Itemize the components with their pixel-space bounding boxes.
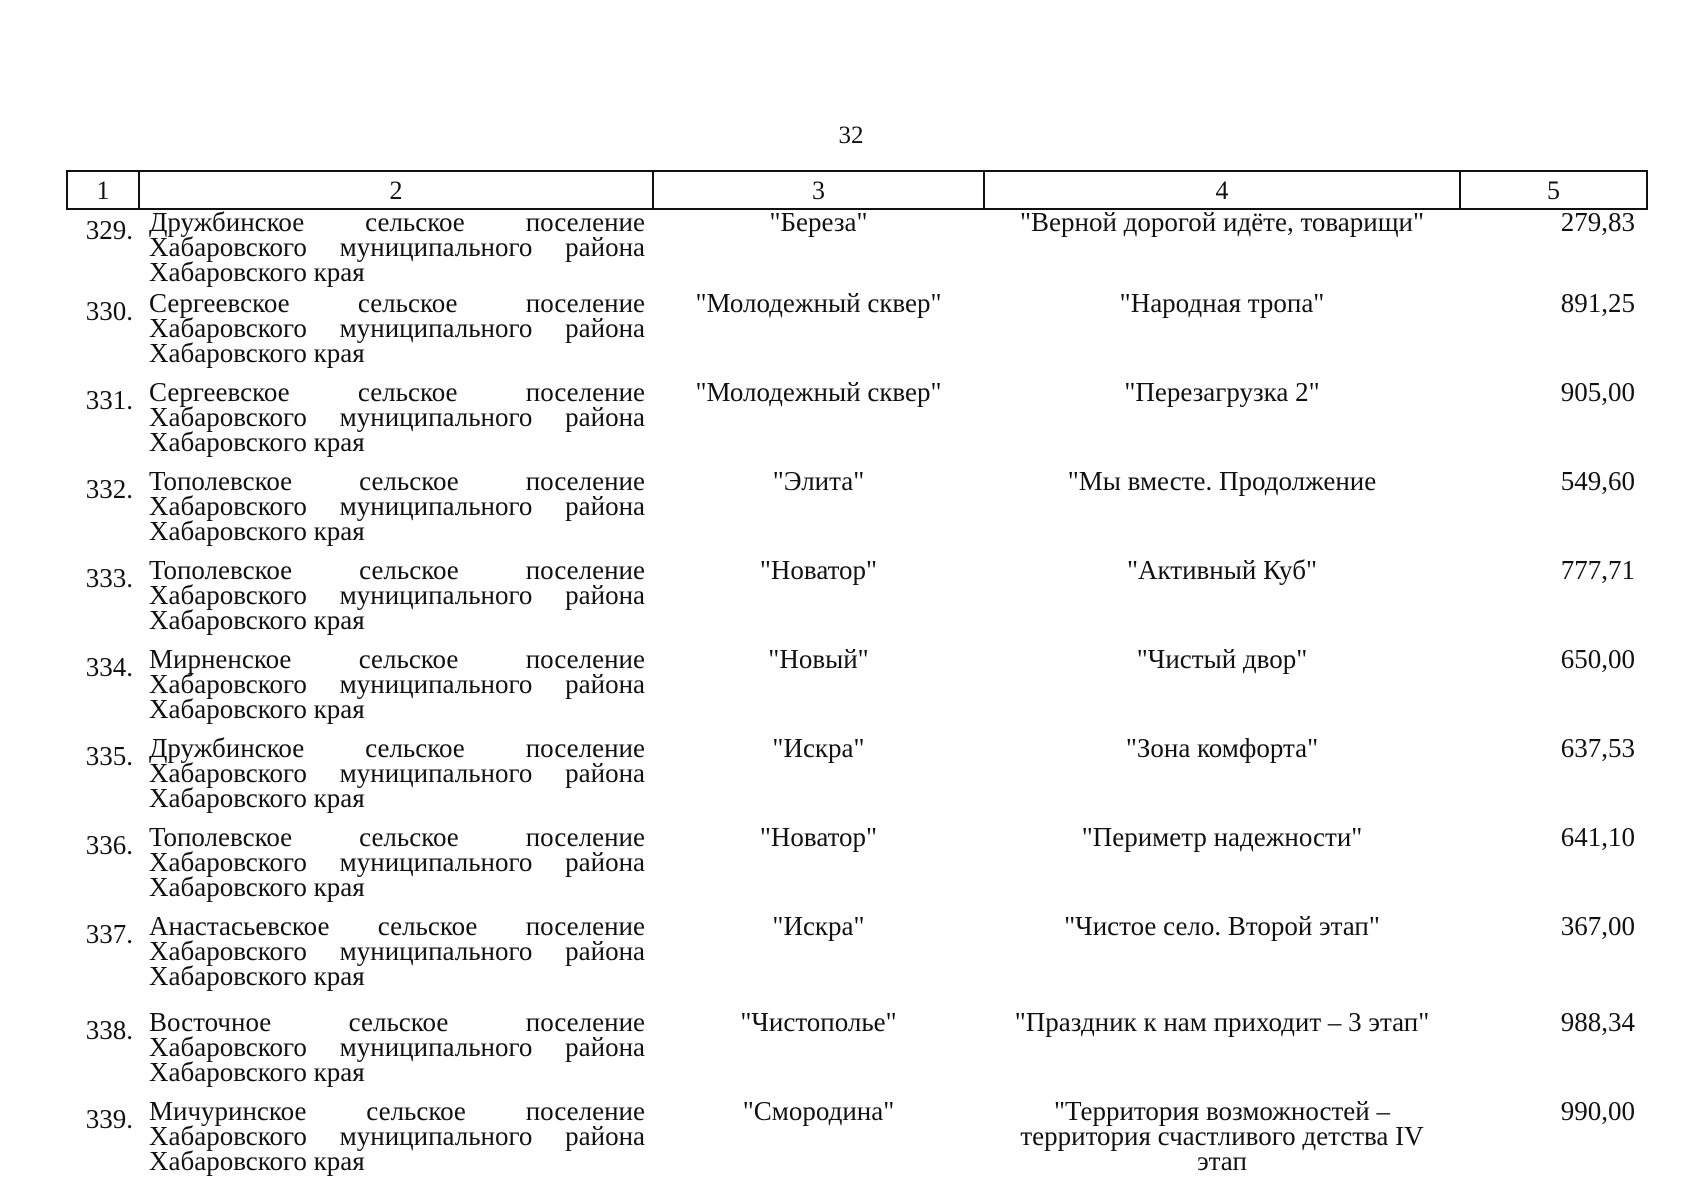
amount: 891,25 — [1560, 288, 1635, 318]
project-name: "Верной дорогой идёте, товарищи" — [1020, 207, 1424, 237]
settlement-name: Мичуринское сельское поселение Хабаровского муниципального района Хабаровского края — [149, 1096, 645, 1176]
amount: 641,10 — [1560, 822, 1635, 852]
initiative-group: "Береза" — [769, 207, 868, 237]
project-name: "Мы вместе. Продолжение — [1067, 466, 1377, 496]
row-number: 331. — [85, 385, 133, 415]
initiative-group: "Элита" — [772, 466, 865, 496]
amount: 367,00 — [1560, 911, 1635, 941]
initiative-group: "Молодежный сквер" — [695, 288, 942, 318]
table-row — [67, 469, 1647, 558]
initiative-group: "Молодежный сквер" — [695, 377, 942, 407]
table-row — [67, 291, 1647, 380]
row-number: 334. — [85, 652, 133, 682]
column-header-5: 5 — [1460, 171, 1647, 209]
project-name: "Народная тропа" — [1119, 288, 1325, 318]
table-row — [67, 1099, 1647, 1184]
table-row — [67, 825, 1647, 914]
row-number: 332. — [85, 474, 133, 504]
project-name: "Чистое село. Второй этап" — [1064, 911, 1380, 941]
page-number: 32 — [838, 122, 864, 149]
settlement-name: Тополевское сельское поселение Хабаровского муниципального района Хабаровского края — [149, 822, 645, 902]
settlement-name: Восточное сельское поселение Хабаровского муниципального района Хабаровского края — [149, 1007, 645, 1087]
amount: 549,60 — [1560, 466, 1635, 496]
column-header-2: 2 — [139, 171, 653, 209]
row-number: 330. — [85, 296, 133, 326]
amount: 988,34 — [1560, 1007, 1635, 1037]
project-name: "Зона комфорта" — [1125, 733, 1319, 763]
initiative-group: "Новатор" — [759, 822, 878, 852]
amount: 905,00 — [1560, 377, 1635, 407]
row-number: 335. — [85, 741, 133, 771]
column-header-4: 4 — [984, 171, 1460, 209]
row-number: 329. — [85, 215, 133, 245]
amount: 279,83 — [1560, 207, 1635, 237]
settlement-name: Мирненское сельское поселение Хабаровского муниципального района Хабаровского края — [149, 644, 645, 724]
settlement-name: Тополевское сельское поселение Хабаровского муниципального района Хабаровского края — [149, 466, 645, 546]
column-header-1: 1 — [67, 171, 139, 209]
amount: 637,53 — [1560, 733, 1635, 763]
table-row — [67, 914, 1647, 1010]
table-row — [67, 1010, 1647, 1099]
initiative-group: "Чистополье" — [740, 1007, 897, 1037]
initiative-group: "Смородина" — [742, 1096, 895, 1126]
project-name: "Территория возможностей – территория счастливого детства IV этап — [1020, 1096, 1424, 1176]
initiative-group: "Искра" — [772, 733, 865, 763]
table-row — [67, 380, 1647, 469]
amount: 650,00 — [1560, 644, 1635, 674]
settlement-name: Тополевское сельское поселение Хабаровского муниципального района Хабаровского края — [149, 555, 645, 635]
row-number: 339. — [85, 1104, 133, 1134]
column-header-3: 3 — [653, 171, 984, 209]
allocation-table — [66, 170, 1648, 1184]
table-row — [67, 209, 1647, 291]
settlement-name: Дружбинское сельское поселение Хабаровского муниципального района Хабаровского края — [149, 207, 645, 287]
amount: 990,00 — [1560, 1096, 1635, 1126]
table-body — [67, 209, 1647, 1184]
project-name: "Чистый двор" — [1136, 644, 1308, 674]
table-row — [67, 647, 1647, 736]
settlement-name: Дружбинское сельское поселение Хабаровского муниципального района Хабаровского края — [149, 733, 645, 813]
row-number: 336. — [85, 830, 133, 860]
table-header — [67, 171, 1647, 209]
project-name: "Периметр надежности" — [1081, 822, 1363, 852]
table-row — [67, 736, 1647, 825]
row-number: 338. — [85, 1015, 133, 1045]
row-number: 337. — [85, 919, 133, 949]
initiative-group: "Новатор" — [759, 555, 878, 585]
settlement-name: Сергеевское сельское поселение Хабаровского муниципального района Хабаровского края — [149, 377, 645, 457]
amount: 777,71 — [1560, 555, 1635, 585]
project-name: "Праздник к нам приходит – 3 этап" — [1014, 1007, 1430, 1037]
table-row — [67, 558, 1647, 647]
row-number: 333. — [85, 563, 133, 593]
project-name: "Активный Куб" — [1127, 555, 1317, 585]
header-row — [67, 171, 1647, 209]
project-name: "Перезагрузка 2" — [1124, 377, 1320, 407]
settlement-name: Анастасьевское сельское поселение Хабаровского муниципального района Хабаровского края — [149, 911, 645, 991]
settlement-name: Сергеевское сельское поселение Хабаровского муниципального района Хабаровского края — [149, 288, 645, 368]
initiative-group: "Новый" — [768, 644, 869, 674]
initiative-group: "Искра" — [772, 911, 865, 941]
